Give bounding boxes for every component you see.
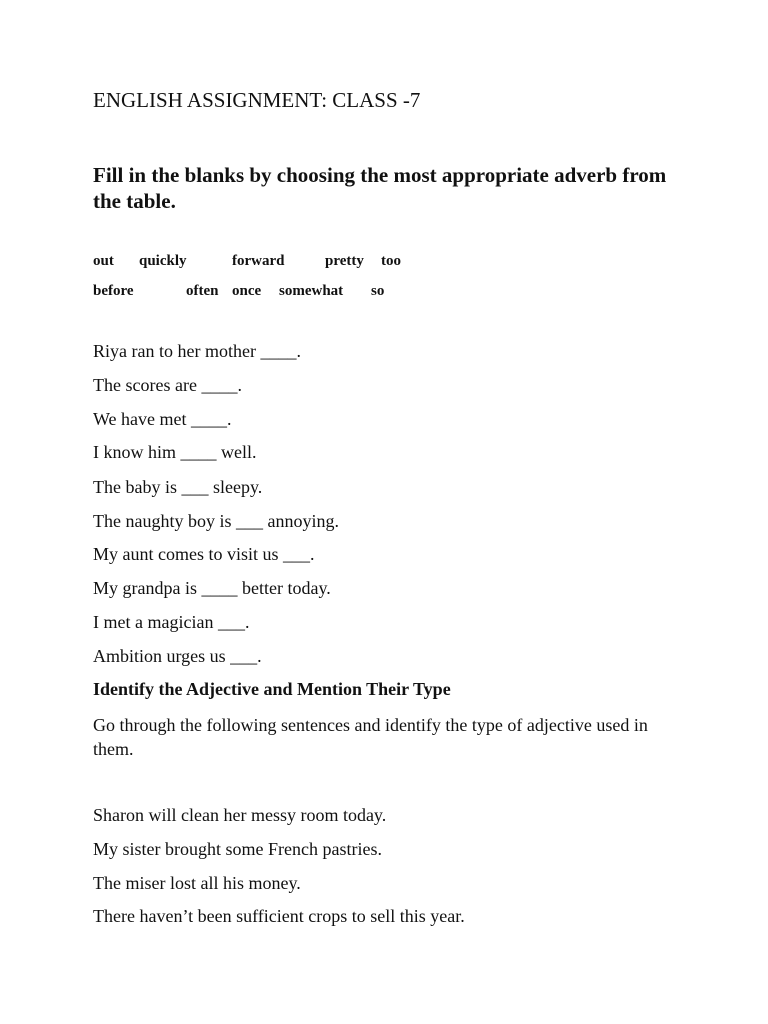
blank-sentence: Ambition urges us ___. bbox=[93, 646, 262, 666]
adjective-sentence: Sharon will clean her messy room today. bbox=[93, 805, 387, 825]
adverb-word: once bbox=[232, 283, 262, 299]
adverb-word: quickly bbox=[139, 253, 187, 269]
adjective-sentence: My sister brought some French pastries. bbox=[93, 839, 382, 859]
adverb-word: forward bbox=[232, 253, 285, 269]
blank-sentence: I know him ____ well. bbox=[93, 442, 257, 462]
adjective-section-heading: Identify the Adjective and Mention Their Type bbox=[93, 679, 451, 699]
adjective-sentence: The miser lost all his money. bbox=[93, 873, 301, 893]
adverb-word: so bbox=[371, 283, 385, 299]
adjective-section-instruction: Go through the following sentences and identify the type of adjective used in them. bbox=[93, 715, 648, 759]
adjective-sentence: There haven’t been sufficient crops to sell this year. bbox=[93, 906, 465, 926]
blank-sentence: My aunt comes to visit us ___. bbox=[93, 544, 315, 564]
adverb-word: often bbox=[186, 283, 219, 299]
blank-sentence: Riya ran to her mother ____. bbox=[93, 341, 301, 361]
blank-sentence: My grandpa is ____ better today. bbox=[93, 578, 331, 598]
blank-sentence: The baby is ___ sleepy. bbox=[93, 477, 263, 497]
blank-sentence: I met a magician ___. bbox=[93, 612, 250, 632]
adverb-word: out bbox=[93, 253, 114, 269]
fill-blanks-instruction: Fill in the blanks by choosing the most appropriate adverb from the table. bbox=[93, 163, 667, 213]
adverb-word: somewhat bbox=[279, 283, 344, 299]
blank-sentence: The scores are ____. bbox=[93, 375, 242, 395]
blank-sentence: The naughty boy is ___ annoying. bbox=[93, 511, 339, 531]
blank-sentence: We have met ____. bbox=[93, 409, 232, 429]
adverb-word: before bbox=[93, 283, 134, 299]
page-title: ENGLISH ASSIGNMENT: CLASS -7 bbox=[93, 88, 421, 112]
adverb-word: pretty bbox=[325, 253, 364, 269]
adverb-word: too bbox=[381, 253, 401, 269]
